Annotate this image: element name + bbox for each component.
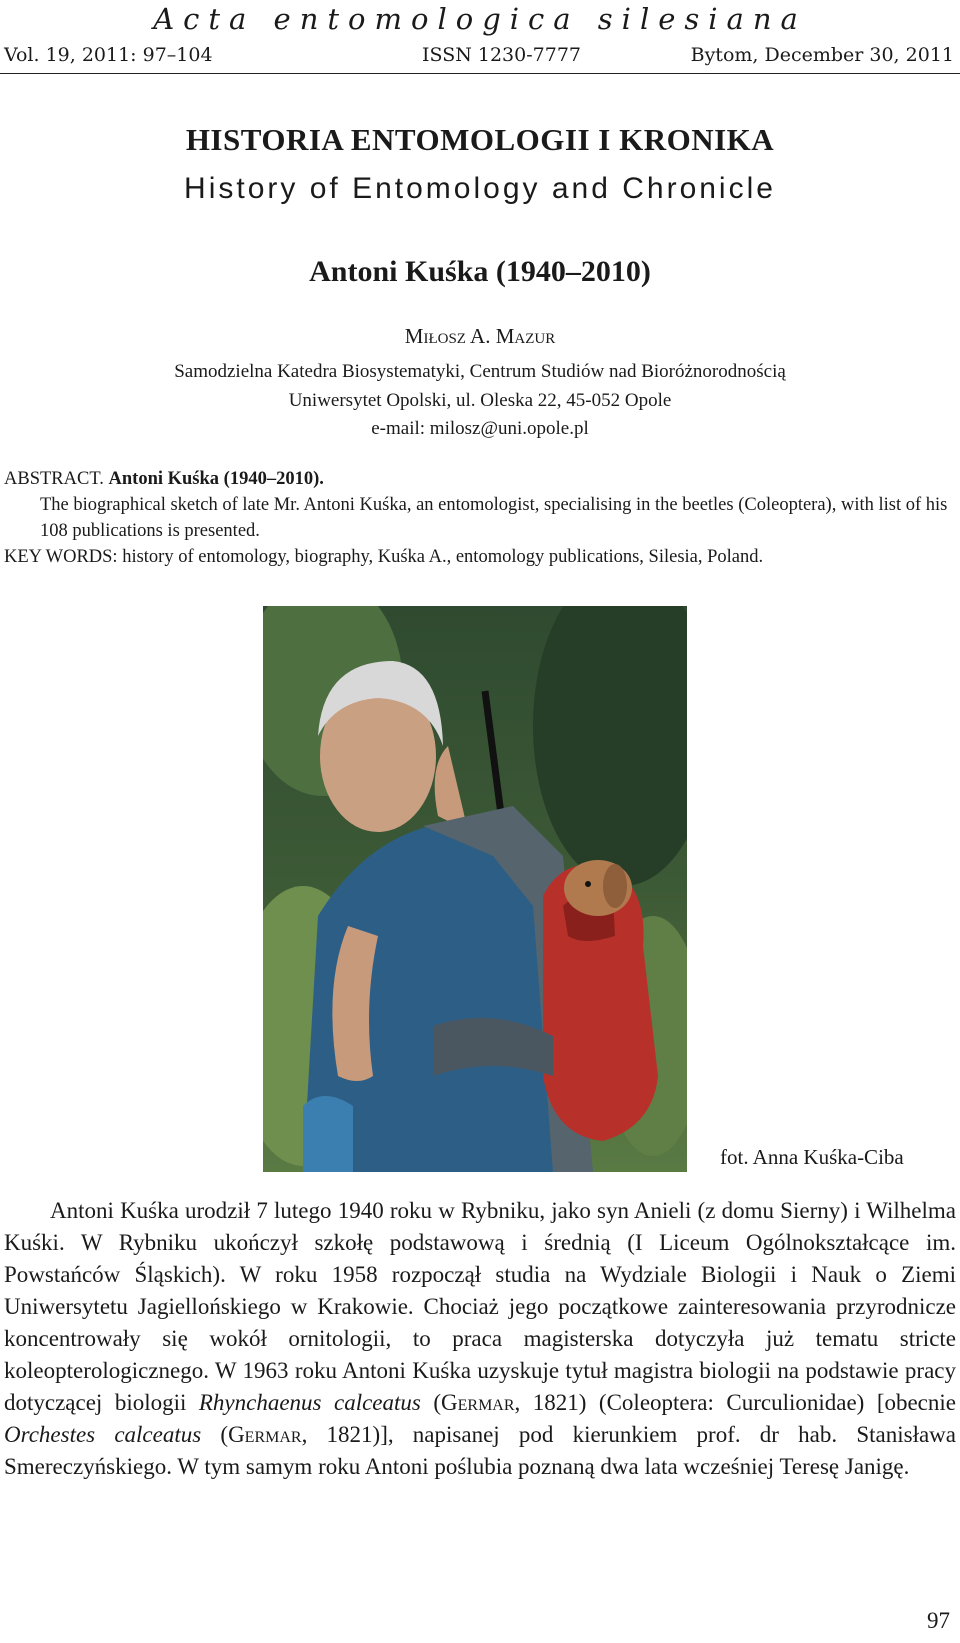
body-segment: ( (420, 1390, 442, 1415)
body-text (4, 1195, 956, 1483)
abstract-title: Antoni Kuśka (1940–2010). (108, 469, 324, 489)
author-name: Miłosz A. Mazur (404, 324, 556, 348)
keywords: KEY WORDS: history of entomology, biography, Kuśka A., entomology publications, Silesia, Poland. (4, 547, 764, 567)
issn: ISSN 1230-7777 (422, 44, 581, 66)
portrait-photo (263, 606, 687, 1172)
taxon-name: Orchestes calceatus (4, 1422, 202, 1447)
body-segment: , 1821) (Coleoptera: Curculionidae) [obecnie (514, 1390, 956, 1415)
place-date: Bytom, December 30, 2011 (690, 44, 954, 66)
volume-info: Vol. 19, 2011: 97–104 (4, 44, 213, 66)
taxon-authority: Germar (441, 1390, 515, 1415)
body-paragraph (4, 1195, 956, 1483)
affiliation-line-1: Samodzielna Katedra Biosystematyki, Centrum Studiów nad Bioróżnorodnością (174, 361, 786, 382)
body-segment: Antoni Kuśka urodził 7 lutego 1940 roku w Rybniku, jako syn Anieli (z domu Sierny) i Wilhelma Kuśki. W Rybniku ukończył szkołę podstawową i średnią (I Liceum Ogólnokształcące im. Powstańców Śląskich). W roku 1958 rozpoczął studia na Wydziale Biologii i Nauk o Ziemi Uniwersytetu Jagiellońskiego w Krakowie. Chociaż jego początkowe zainteresowania przyrodnicze koncentrowały się wokół ornitologii, to praca magisterska dotyczyła już tematu stricte koleopterologicznego. W 1963 roku Antoni Kuśka uzyskuje tytuł magistra biologii na podstawie pracy dotyczącej biologii (4, 1198, 956, 1415)
body-segment: , 1821)], napisanej pod kierunkiem prof. dr hab. Stanisława Smereczyńskiego. W tym samym roku Antoni poślubia poznaną dwa lata wcześniej Teresę Janigę. (4, 1422, 956, 1479)
section-subtitle: History of Entomology and Chronicle (184, 172, 776, 205)
affiliation-line-2: Uniwersytet Opolski, ul. Oleska 22, 45-052 Opole (288, 390, 672, 411)
journal-info-line (4, 44, 954, 70)
body-segment: ( (201, 1422, 229, 1447)
taxon-authority: Germar (228, 1422, 302, 1447)
taxon-name: Rhynchaenus calceatus (198, 1390, 421, 1415)
abstract-label: ABSTRACT. (4, 469, 104, 489)
journal-name: Acta entomologica silesiana (153, 2, 807, 36)
section-title: HISTORIA ENTOMOLOGII I KRONIKA (185, 122, 775, 157)
abstract-text: The biographical sketch of late Mr. Antoni Kuśka, an entomologist, specialising in the beetles (Coleoptera), with list of his 108 publications is presented. (40, 495, 948, 541)
header-rule (0, 73, 960, 74)
page-number: 97 (927, 1608, 950, 1633)
photo-caption: fot. Anna Kuśka-Ciba (720, 1145, 904, 1169)
author-email[interactable]: e-mail: milosz@uni.opole.pl (371, 418, 589, 439)
abstract-block (4, 466, 954, 570)
article-title: Antoni Kuśka (1940–2010) (309, 255, 651, 288)
abstract-heading (4, 466, 954, 492)
